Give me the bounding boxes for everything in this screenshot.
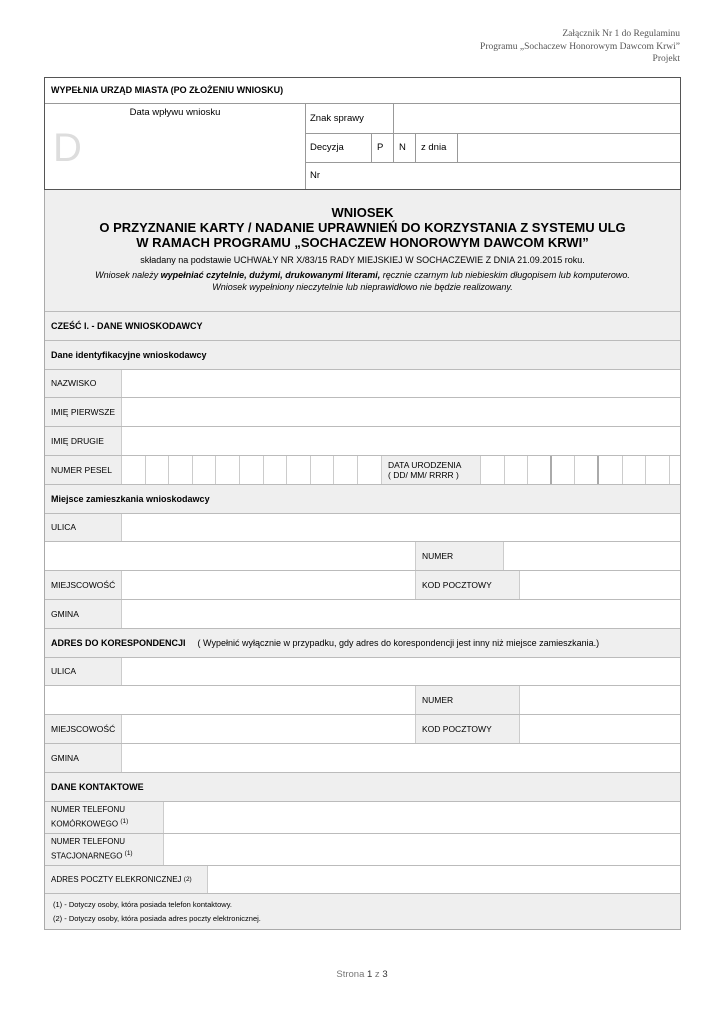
pesel-digit-box[interactable] xyxy=(264,456,288,484)
res-postal-label: KOD POCZTOWY xyxy=(415,571,520,599)
birth-date-boxes[interactable] xyxy=(481,456,670,484)
mobile-label-l2: KOMÓRKOWEGO xyxy=(51,819,119,829)
pesel-digit-box[interactable] xyxy=(122,456,146,484)
page-current: 1 xyxy=(367,969,373,980)
res-street-label: ULICA xyxy=(45,514,122,542)
decision-n[interactable]: N xyxy=(393,133,415,162)
attachment-note-line: Programu „Sochaczew Honorowym Dawcom Krwi” xyxy=(480,41,680,52)
email-label xyxy=(45,866,208,894)
decision-label: Decyzja xyxy=(310,142,344,153)
birth-digit-box[interactable] xyxy=(552,456,576,484)
footnote-1: (1) - Dotyczy osoby, która posiada telefon kontaktowy. xyxy=(53,899,232,909)
birth-date-format: ( DD/ MM/ RRRR ) xyxy=(388,469,459,480)
applicant-form xyxy=(44,311,681,930)
instr-text: Wniosek należy xyxy=(95,270,161,280)
corr-number-label: NUMER xyxy=(415,686,520,714)
pesel-label: NUMER PESEL xyxy=(45,456,122,484)
page-total: 3 xyxy=(382,969,388,980)
landline-label xyxy=(45,834,164,865)
corr-commune-label: GMINA xyxy=(45,744,122,772)
landline-label-l1: NUMER TELEFONU xyxy=(51,836,126,846)
res-number-label: NUMER xyxy=(415,542,504,570)
footnote-2: (2) - Dotyczy osoby, która posiada adres poczty elektronicznej. xyxy=(53,913,261,923)
correspondence-title: ADRES DO KORESPONDENCJI xyxy=(51,637,186,648)
instr-bold: wypełniać czytelnie, dużymi, drukowanymi literami, xyxy=(160,270,381,280)
email-row[interactable] xyxy=(45,865,680,894)
nr-label: Nr xyxy=(310,170,321,181)
correspondence-heading xyxy=(51,629,599,657)
form-title: WNIOSEK xyxy=(331,205,394,220)
birth-digit-box[interactable] xyxy=(623,456,647,484)
corr-town-row[interactable] xyxy=(45,714,680,743)
stamp-letter: D xyxy=(53,126,82,170)
first-name-row[interactable] xyxy=(45,397,680,426)
mobile-row[interactable] xyxy=(45,801,680,833)
res-number-row[interactable] xyxy=(45,541,680,570)
corr-street-row[interactable] xyxy=(45,657,680,686)
pesel-row xyxy=(45,455,680,484)
office-header: WYPEŁNIA URZĄD MIASTA (PO ZŁOŻENIU WNIOSKU) xyxy=(45,78,680,104)
birth-date-label xyxy=(381,456,481,484)
instr-line2: Wniosek wypełniony nieczytelnie lub nieprawidłowo nie będzie realizowany. xyxy=(212,282,513,292)
form-title-line3: W RAMACH PROGRAMU „SOCHACZEW HONOROWYM DAWCOM KRWI” xyxy=(136,235,589,250)
contact-heading-row xyxy=(45,772,680,801)
pesel-boxes[interactable] xyxy=(122,456,382,484)
birth-digit-box[interactable] xyxy=(481,456,505,484)
pesel-digit-box[interactable] xyxy=(287,456,311,484)
residence-heading-row xyxy=(45,484,680,513)
inflow-date-box[interactable] xyxy=(45,104,306,189)
res-town-label: MIEJSCOWOŚĆ xyxy=(45,571,122,599)
pesel-digit-box[interactable] xyxy=(311,456,335,484)
case-mark-row xyxy=(305,104,680,134)
footnote-ref: (1) xyxy=(124,849,133,857)
landline-row[interactable] xyxy=(45,833,680,865)
birth-digit-box[interactable] xyxy=(528,456,552,484)
mobile-label xyxy=(45,802,164,833)
surname-row[interactable] xyxy=(45,369,680,398)
page-prefix: Strona xyxy=(336,969,367,980)
attachment-note-line: Projekt xyxy=(652,54,680,64)
fill-instructions xyxy=(45,269,680,293)
first-name-label: IMIĘ PIERWSZE xyxy=(45,398,122,426)
office-use-table xyxy=(44,77,681,190)
attachment-note xyxy=(480,28,680,66)
corr-number-row[interactable] xyxy=(45,685,680,714)
form-title-section xyxy=(44,190,681,311)
second-name-row[interactable] xyxy=(45,426,680,455)
corr-commune-row[interactable] xyxy=(45,743,680,772)
case-mark-label: Znak sprawy xyxy=(310,113,364,124)
id-heading-row xyxy=(45,340,680,369)
footnotes xyxy=(45,893,680,929)
pesel-digit-box[interactable] xyxy=(216,456,240,484)
birth-digit-box[interactable] xyxy=(599,456,623,484)
decision-p[interactable]: P xyxy=(371,133,393,162)
contact-heading: DANE KONTAKTOWE xyxy=(51,781,144,792)
corr-postal-label: KOD POCZTOWY xyxy=(415,715,520,743)
part1-heading: CZEŚĆ I. - DANE WNIOSKODAWCY xyxy=(51,320,203,331)
residence-heading: Miejsce zamieszkania wnioskodawcy xyxy=(51,493,210,504)
second-name-label: IMIĘ DRUGIE xyxy=(45,427,122,455)
footnote-ref: (2) xyxy=(183,875,192,883)
corr-street-label: ULICA xyxy=(45,658,122,686)
res-town-row[interactable] xyxy=(45,570,680,599)
legal-basis: składany na podstawie UCHWAŁY NR X/83/15 RADY MIEJSKIEJ W SOCHACZEWIE Z DNIA 21.09.2015 roku. xyxy=(140,255,585,265)
instr-text: ręcznie czarnym lub niebieskim długopisem lub komputerowo. xyxy=(380,270,630,280)
birth-digit-box[interactable] xyxy=(646,456,670,484)
email-label-text: ADRES POCZTY ELEKRONICZNEJ xyxy=(51,874,182,884)
footnote-ref: (1) xyxy=(120,817,129,825)
form-title-line2: O PRZYZNANIE KARTY / NADANIE UPRAWNIEŃ DO KORZYSTANIA Z SYSTEMU ULG xyxy=(99,220,626,235)
attachment-note-line: Załącznik Nr 1 do Regulaminu xyxy=(562,29,680,39)
res-street-row[interactable] xyxy=(45,513,680,542)
pesel-digit-box[interactable] xyxy=(193,456,217,484)
pesel-digit-box[interactable] xyxy=(334,456,358,484)
part1-heading-row xyxy=(45,311,680,340)
surname-label: NAZWISKO xyxy=(45,370,122,398)
pesel-digit-box[interactable] xyxy=(358,456,382,484)
inflow-date-label: Data wpływu wniosku xyxy=(129,107,221,118)
decision-date-field[interactable] xyxy=(457,133,680,162)
page-number xyxy=(0,969,724,980)
id-heading: Dane identyfikacyjne wnioskodawcy xyxy=(51,349,207,360)
pesel-digit-box[interactable] xyxy=(240,456,264,484)
case-mark-field[interactable] xyxy=(393,104,680,133)
res-commune-row[interactable] xyxy=(45,599,680,628)
corr-town-label: MIEJSCOWOŚĆ xyxy=(45,715,122,743)
pesel-digit-box[interactable] xyxy=(169,456,193,484)
decision-row xyxy=(305,133,680,163)
res-commune-label: GMINA xyxy=(45,600,122,628)
birth-digit-box[interactable] xyxy=(505,456,529,484)
correspondence-note: ( Wypełnić wyłącznie w przypadku, gdy adres do korespondencji jest inny niż miejsce zamieszkania.) xyxy=(197,637,600,648)
pesel-digit-box[interactable] xyxy=(146,456,170,484)
nr-row[interactable] xyxy=(305,162,680,189)
birth-digit-box[interactable] xyxy=(575,456,599,484)
page-of: z xyxy=(372,969,383,980)
birth-date-text: DATA URODZENIA xyxy=(388,459,462,470)
landline-label-l2: STACJONARNEGO xyxy=(51,851,123,861)
correspondence-heading-row xyxy=(45,628,680,657)
decision-date-label: z dnia xyxy=(415,133,457,162)
mobile-label-l1: NUMER TELEFONU xyxy=(51,804,126,814)
